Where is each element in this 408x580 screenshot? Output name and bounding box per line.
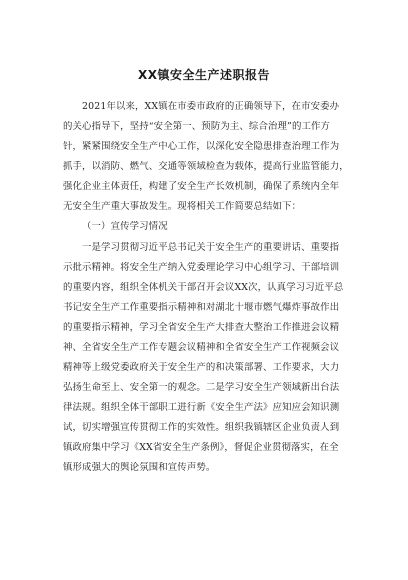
paragraph-line: 无安全生产重大事故发生。现将相关工作简要总结如下： <box>63 201 302 212</box>
paragraph-line: 的重要内容，组织全体机关干部召开会议XX次，认真学习习近平总 <box>63 282 344 293</box>
paragraph-line: 镇形成强大的舆论氛围和宣传声势。 <box>63 462 216 473</box>
paragraph-line: 精神等上级党委政府关于安全生产的和决策部署、工作要求，大力 <box>63 362 340 373</box>
paragraph-line: 神、全省安全生产工作专题会议精神和全省安全生产工作视频会议 <box>63 342 340 353</box>
paragraph-line: 书记安全生产工作重要指示精神和对湖北十堰市燃气爆炸事故作出 <box>63 302 340 313</box>
paragraph-line: 2021年以来，XX镇在市委市政府的正确领导下，在市安委办 <box>82 101 340 112</box>
paragraph-line: 抓手，以消防、燃气、交通等领域检查为载体，提高行业监管能力， <box>63 161 349 172</box>
paragraph-line: 一是学习贯彻习近平总书记关于安全生产的重要讲话、重要指 <box>82 242 340 253</box>
paragraph-line: 弘扬生命至上、安全第一的观念。二是学习安全生产领域新出台法 <box>63 382 340 393</box>
paragraph-line: 试，切实增强宣传贯彻工作的实效性。组织我镇辖区企业负责人到 <box>63 422 340 433</box>
paragraph-line: 律法规。组织全体干部职工进行新《安全生产法》应知应会知识测 <box>63 402 340 413</box>
paragraph-line: 的关心指导下，坚持“安全第一、预防为主、综合治理”的工作方 <box>63 121 331 132</box>
paragraph-line: 示批示精神。将安全生产纳入党委理论学习中心组学习、干部培训 <box>63 262 340 273</box>
paragraph-line: 镇政府集中学习《XX省安全生产条例》，督促企业贯彻落实，在全 <box>63 442 339 453</box>
paragraph-line: 的重要指示精神，学习全省安全生产大排查大整治工作推进会议精 <box>63 322 340 333</box>
document-title: XX镇安全生产述职报告 <box>137 68 270 82</box>
section-heading: （一）宣传学习情况 <box>82 221 168 232</box>
paragraph-line: 针，紧紧围绕安全生产中心工作，以深化安全隐患排查治理工作为 <box>63 141 340 152</box>
paragraph-line: 强化企业主体责任，构建了安全生产长效机制，确保了系统内全年 <box>63 181 340 192</box>
